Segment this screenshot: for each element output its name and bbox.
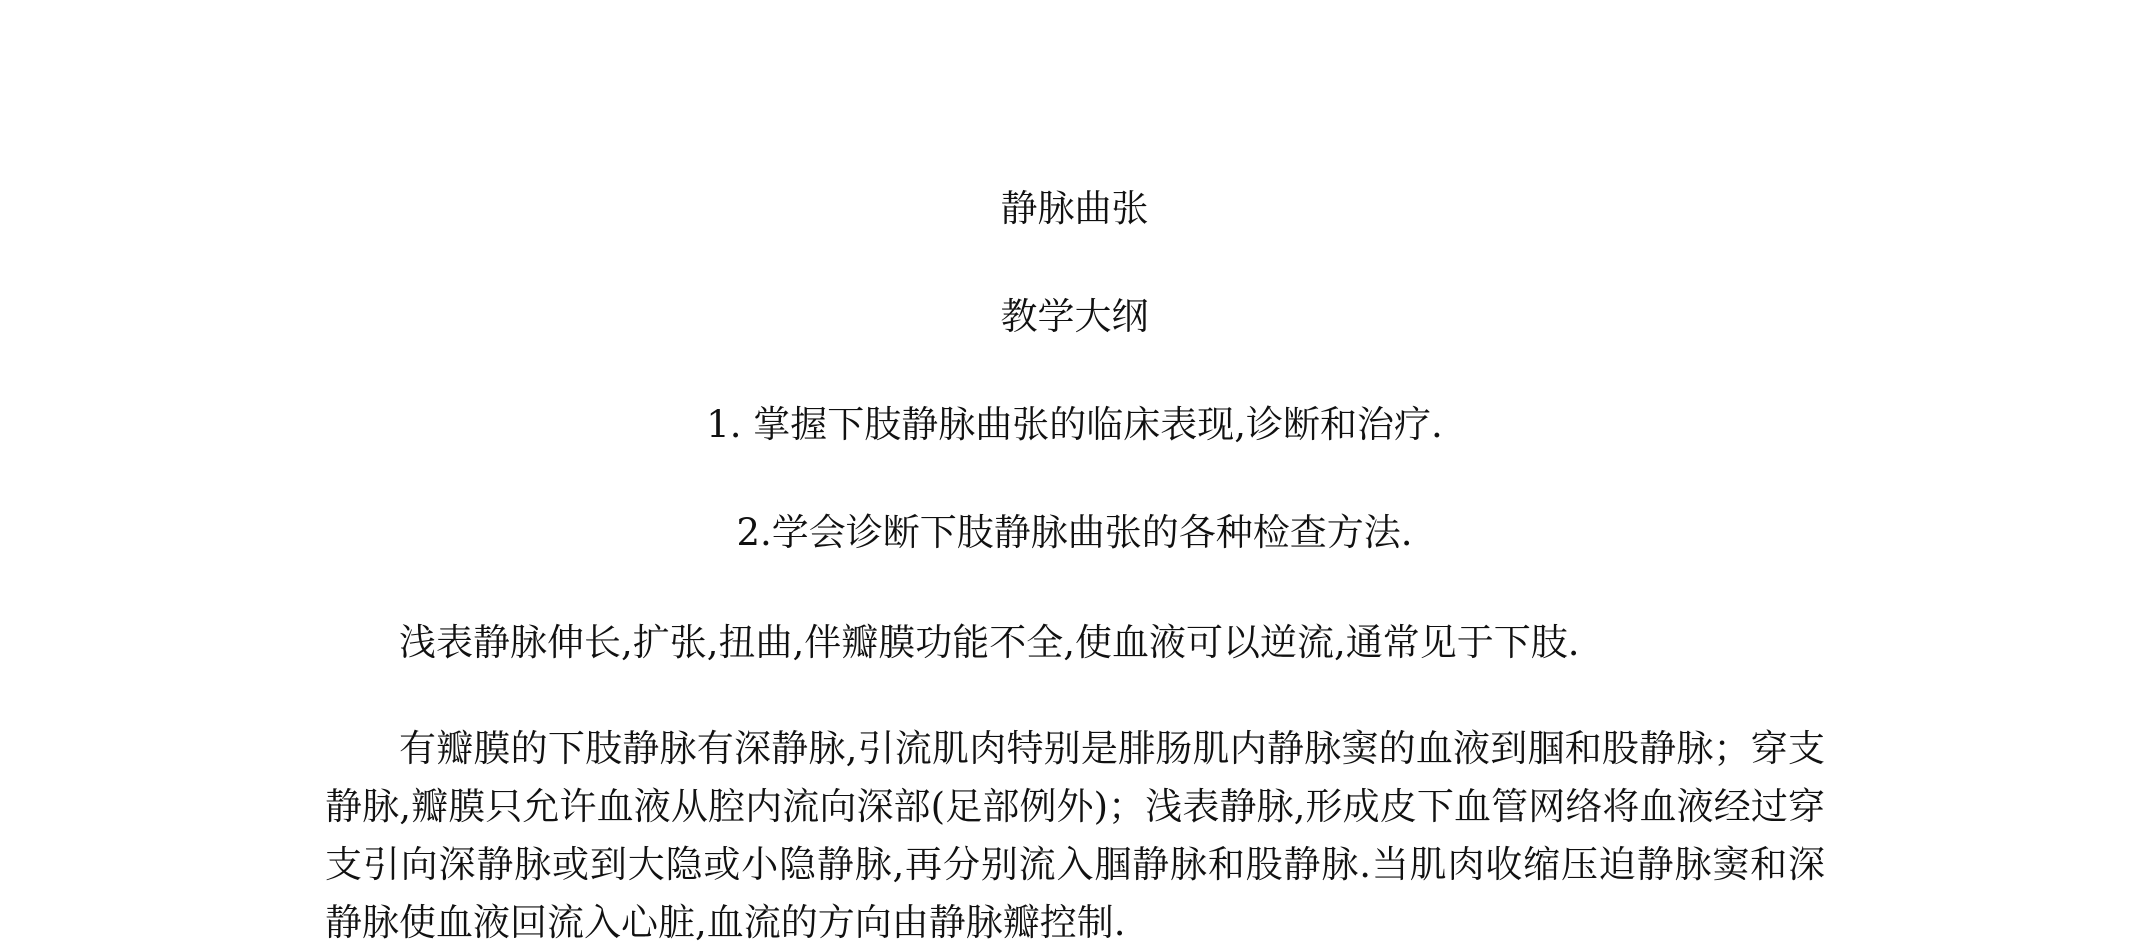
body-paragraph: 浅表静脉伸长,扩张,扭曲,伴瓣膜功能不全,使血液可以逆流,通常见于下肢. [399, 621, 1580, 664]
body-paragraph: 有瓣膜的下肢静脉有深静脉,引流肌肉特别是腓肠肌内静脉窦的血液到腘和股静脉；穿支静脉,瓣膜只允许血液从腔内流向深部(足部例外)；浅表静脉,形成皮下血管网络将血液经过穿支引向深静脉或到大隐或小隐静脉,再分别流入腘静脉和股静脉.当肌肉收缩压迫静脉窦和深静脉使血液回流入心脏,血流的方向由静脉瓣控制. [325, 727, 1825, 944]
objective-item: 1. 掌握下肢静脉曲张的临床表现,诊断和治疗. [706, 403, 1443, 446]
objective-item: 2.学会诊断下肢静脉曲张的各种检查方法. [736, 511, 1413, 554]
document-title: 静脉曲张 [1000, 187, 1149, 230]
document-subtitle: 教学大纲 [1000, 295, 1149, 338]
